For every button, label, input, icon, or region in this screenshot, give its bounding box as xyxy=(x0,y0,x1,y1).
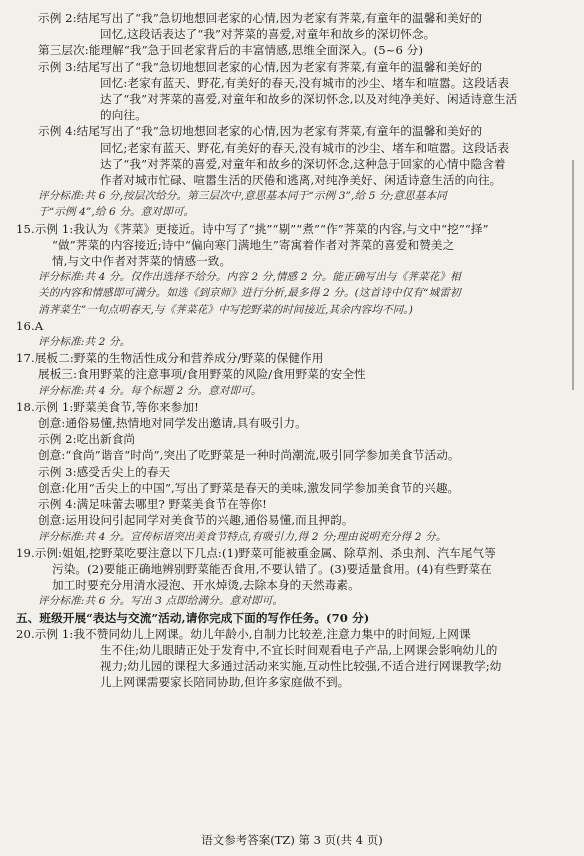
answer-line: 的向往。 xyxy=(100,108,147,123)
scoring-note-line: 评分标准:共 6 分。写出 3 点即给满分。意对即可。 xyxy=(38,595,284,608)
answer-line: 创意:化用“舌尖上的中国”,写出了野菜是春天的美味,激发同学参加美食节的兴趣。 xyxy=(38,480,460,495)
answer-line: 回忆;老家有蓝天、野花,有美好的春天,没有城市的沙尘、堵车和喧嚣。这段话表 xyxy=(100,140,510,155)
scoring-note-line: 评分标准:共 4 分。宣传标语突出美食节特点,有吸引力,得 2 分;理由说明充分得 2 分。 xyxy=(38,530,447,543)
answer-line: 污染。(2)要能正确地辨别野菜能否食用,不要认错了。(3)要适量食用。(4)有些野菜在 xyxy=(52,561,492,576)
answer-line: 五、班级开展“表达与交流”活动,请你完成下面的写作任务。(70 分) xyxy=(16,610,370,625)
scoring-note-line: 评分标准:共 2 分。 xyxy=(38,336,131,349)
answer-line: 创意:“食尚”谐音“时尚”,突出了吃野菜是一种时尚潮流,吸引同学参加美食节活动。 xyxy=(38,448,460,463)
page-edge-shadow xyxy=(572,160,574,390)
answer-line: 展板三:食用野菜的注意事项/食用野菜的风险/食用野菜的安全性 xyxy=(38,367,366,382)
answer-line: 视力;幼儿园的课程大多通过活动来实施,互动性比较强,不适合进行网课教学;幼 xyxy=(100,659,502,674)
scoring-note-line: 评分标准:共 4 分。每个标题 2 分。意对即可。 xyxy=(38,384,262,397)
answer-line: 17.展板二:野菜的生物活性成分和营养成分/野菜的保健作用 xyxy=(16,351,324,366)
answer-line: 示例 2:吃出新食尚 xyxy=(38,432,136,447)
answer-line: 示例 4:满足味蕾去哪里? 野菜美食节在等你! xyxy=(38,497,267,512)
answer-line: 示例 3:结尾写出了“我”急切地想回老家的心情,因为老家有荠菜,有童年的温馨和美好的 xyxy=(38,59,483,74)
answer-line: 示例 4:结尾写出了“我”急切地想回老家的心情,因为老家有荠菜,有童年的温馨和美好的 xyxy=(38,124,483,139)
answer-line: 18.示例 1:野菜美食节,等你来参加! xyxy=(16,399,199,414)
answer-line: 达了“我”对荠菜的喜爱,对童年和故乡的深切怀念,这种急于回家的心情中隐含着 xyxy=(100,156,506,171)
scoring-note-line: 于“示例 4”,给 6 分。意对即可。 xyxy=(38,206,195,219)
answer-line: 回忆:老家有蓝天、野花,有美好的春天,没有城市的沙尘、堵车和喧嚣。这段话表 xyxy=(100,75,510,90)
answer-line: 创意:通俗易懂,热情地对同学发出邀请,具有吸引力。 xyxy=(38,416,307,431)
answer-line: 达了“我”对荠菜的喜爱,对童年和故乡的深切怀念,以及对纯净美好、闲适诗意生活 xyxy=(100,92,518,107)
answer-content xyxy=(16,10,568,691)
scoring-note-line: 评分标准:共 4 分。仅作出选择不给分。内容 2 分,情感 2 分。能正确写出与《荠菜花》相 xyxy=(38,271,461,284)
scoring-note-line: 评分标准:共 6 分,按层次给分。第三层次中,意思基本同于“示例 3”,给 5 分;意思基本同 xyxy=(38,190,447,203)
answer-line: 创意:运用设问引起同学对美食节的兴趣,通俗易懂,而且押韵。 xyxy=(38,513,354,528)
answer-line: 20.示例 1:我不赞同幼儿上网课。幼儿年龄小,自制力比较差,注意力集中的时间短,上网课 xyxy=(16,626,471,641)
answer-line: 作者对城市忙碌、喧嚣生活的厌倦和逃离,对纯净美好、闲适诗意生活的向往。 xyxy=(100,173,502,188)
answer-line: 加工时要充分用清水浸泡、开水焯烫,去除本身的天然毒素。 xyxy=(52,578,360,593)
answer-line: 19.示例:姐姐,挖野菜吃要注意以下几点:(1)野菜可能被重金属、除草剂、杀虫剂、汽车尾气等 xyxy=(16,545,496,560)
answer-line: “做”荠菜的内容接近;诗中“偏向寒门满地生”寄寓着作者对荠菜的喜爱和赞美之 xyxy=(52,237,455,252)
scoring-note-line: 消荠菜生”一句点明春天,与《荠菜花》中写挖野菜的时间接近,其余内容均不同。) xyxy=(38,303,413,316)
answer-line: 示例 3:感受舌尖上的春天 xyxy=(38,464,171,479)
answer-line: 情,与文中作者对荠菜的情感一致。 xyxy=(52,254,232,269)
answer-line: 16.A xyxy=(16,318,44,333)
answer-line: 示例 2:结尾写出了“我”急切地想回老家的心情,因为老家有荠菜,有童年的温馨和美好的 xyxy=(38,11,483,25)
answer-line: 回忆,这段话表达了“我”对荠菜的喜爱,对童年和故乡的深切怀念。 xyxy=(100,27,436,42)
page-footer: 语文参考答案(TZ) 第 3 页(共 4 页) xyxy=(201,833,383,847)
answer-line: 儿上网课需要家长陪同协助,但许多家庭做不到。 xyxy=(100,675,350,690)
answer-line: 生不住;幼儿眼睛正处于发育中,不宜长时间观看电子产品,上网课会影响幼儿的 xyxy=(100,642,498,657)
answer-line: 第三层次:能理解“我”急于回老家背后的丰富情感,思维全面深入。(5~6 分) xyxy=(38,43,424,58)
scoring-note-line: 关的内容和情感即可满分。如选《到京师》进行分析,最多得 2 分。(这首诗中仅有“城雷初 xyxy=(38,287,461,300)
answer-line: 15.示例 1:我认为《荠菜》更接近。诗中写了“挑”“剔”“煮”“作”荠菜的内容,与文中“挖”“择” xyxy=(16,221,489,236)
